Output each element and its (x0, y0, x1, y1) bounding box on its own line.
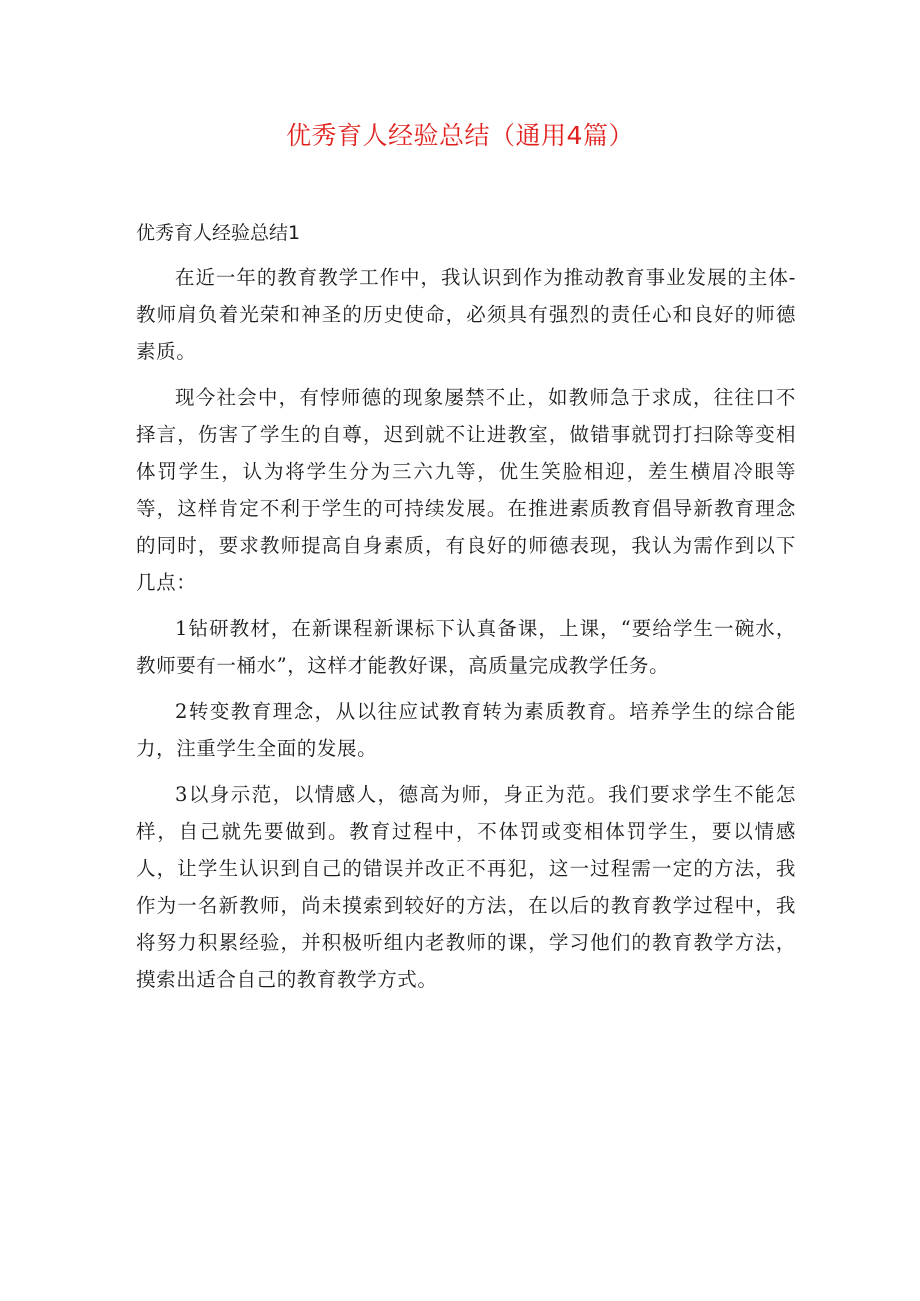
paragraph-5: 3以身示范，以情感人，德高为师，身正为范。我们要求学生不能怎样，自己就先要做到。教育过程中，不体罚或变相体罚学生，要以情感人，让学生认识到自己的错误并改正不再犯，这一过程需一定的方法，我作为一名新教师，尚未摸索到较好的方法，在以后的教育教学过程中，我将努力积累经验，并积极听组内老教师的课，学习他们的教育教学方法，摸索出适合自己的教育教学方式。 (136, 783, 796, 991)
document-body (136, 259, 796, 1007)
paragraph-2: 现今社会中，有悖师德的现象屡禁不止，如教师急于求成，往往口不择言，伤害了学生的自尊，迟到就不让进教室，做错事就罚打扫除等变相体罚学生，认为将学生分为三六九等，优生笑脸相迎，差生横眉冷眼等等，这样肯定不利于学生的可持续发展。在推进素质教育倡导新教育理念的同时，要求教师提高自身素质，有良好的师德表现，我认为需作到以下几点： (136, 386, 796, 594)
paragraph-4: 2转变教育理念，从以往应试教育转为素质教育。培养学生的综合能力，注重学生全面的发展。 (136, 700, 796, 760)
paragraph-3: 1钻研教材，在新课程新课标下认真备课，上课，“要给学生一碗水，教师要有一桶水”，这样才能教好课，高质量完成教学任务。 (136, 617, 796, 677)
paragraph-1: 在近一年的教育教学工作中，我认识到作为推动教育事业发展的主体-教师肩负着光荣和神圣的历史使命，必须具有强烈的责任心和良好的师德素质。 (136, 266, 796, 363)
document-title: 优秀育人经验总结（通用4篇） (286, 121, 634, 150)
section-heading: 优秀育人经验总结1 (136, 222, 301, 244)
